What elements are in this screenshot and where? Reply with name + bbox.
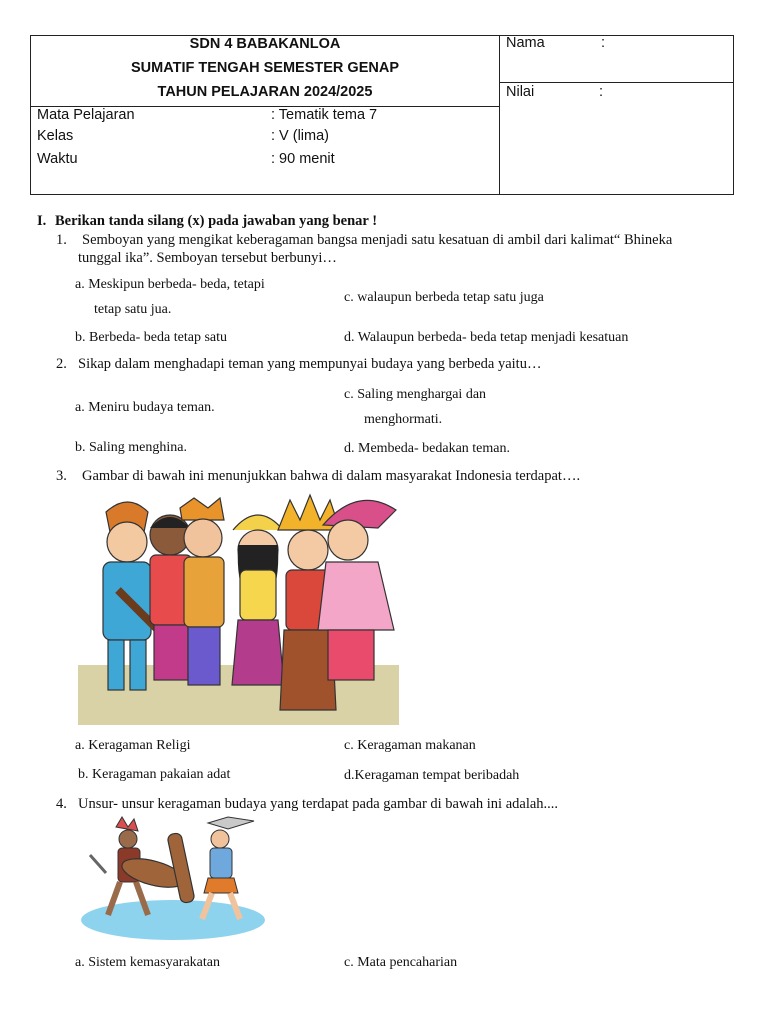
section-instruction: Berikan tanda silang (x) pada jawaban yang benar ! [55, 213, 378, 229]
q4-option-a[interactable]: a. Sistem kemasyarakatan [75, 955, 221, 970]
q1-text-line2: tunggal ika”. Semboyan tersebut berbunyi… [78, 250, 337, 266]
school-year: TAHUN PELAJARAN 2024/2025 [157, 84, 373, 100]
q3-text-line1: Gambar di bawah ini menunjukkan bahwa di dalam masyarakat Indonesia terdapat…. [82, 468, 581, 484]
q3-option-a[interactable]: a. Keragaman Religi [75, 738, 191, 753]
subject-value: : Tematik tema 7 [271, 107, 378, 123]
score-label: Nilai [506, 84, 535, 100]
q2-option-a[interactable]: a. Meniru budaya teman. [75, 400, 215, 415]
q2-option-b[interactable]: b. Saling menghina. [75, 440, 187, 455]
q4-number: 4. [56, 796, 67, 812]
q2-option-c-line2: menghormati. [364, 412, 443, 427]
traditional-clothes-illustration [78, 490, 399, 725]
q1-option-a-line1[interactable]: a. Meskipun berbeda- beda, tetapi [75, 277, 265, 292]
child-figure-4 [232, 515, 284, 685]
subject-label: Mata Pelajaran [37, 107, 135, 123]
q1-text-line1: Semboyan yang mengikat keberagaman bangsa menjadi satu kesatuan di ambil dari kalimat“ Bhineka [82, 232, 673, 248]
class-label: Kelas [37, 128, 74, 144]
class-value: : V (lima) [271, 128, 329, 144]
q2-number: 2. [56, 356, 67, 372]
traditional-dance-illustration [78, 815, 268, 941]
q3-option-c[interactable]: c. Keragaman makanan [344, 738, 476, 753]
q1-option-a-line2: tetap satu jua. [94, 302, 172, 317]
time-value: : 90 menit [271, 151, 335, 167]
header-table [30, 35, 734, 195]
header-divider-right [499, 82, 734, 83]
q1-option-d[interactable]: d. Walaupun berbeda- beda tetap menjadi kesatuan [344, 330, 629, 345]
q1-option-c[interactable]: c. walaupun berbeda tetap satu juga [344, 290, 544, 305]
name-colon: : [601, 35, 606, 51]
q4-option-c[interactable]: c. Mata pencaharian [344, 955, 458, 970]
q3-option-b[interactable]: b. Keragaman pakaian adat [78, 767, 231, 782]
q2-text-line1: Sikap dalam menghadapi teman yang mempunyai budaya yang berbeda yaitu… [78, 356, 542, 372]
q2-option-c-line1[interactable]: c. Saling menghargai dan [344, 387, 487, 402]
school-name: SDN 4 BABAKANLOA [189, 36, 341, 52]
q3-number: 3. [56, 468, 67, 484]
time-label: Waktu [37, 151, 78, 167]
header-divider-vertical [499, 35, 500, 195]
exam-title: SUMATIF TENGAH SEMESTER GENAP [131, 60, 399, 76]
q3-option-d[interactable]: d.Keragaman tempat beribadah [344, 768, 520, 783]
q2-option-d[interactable]: d. Membeda- bedakan teman. [344, 441, 510, 456]
score-colon: : [599, 84, 604, 100]
name-label: Nama [506, 35, 545, 51]
q1-option-b[interactable]: b. Berbeda- beda tetap satu [75, 330, 227, 345]
q1-number: 1. [56, 232, 67, 248]
section-number: I. [37, 213, 47, 229]
q4-text-line1: Unsur- unsur keragaman budaya yang terdapat pada gambar di bawah ini adalah.... [78, 796, 559, 812]
